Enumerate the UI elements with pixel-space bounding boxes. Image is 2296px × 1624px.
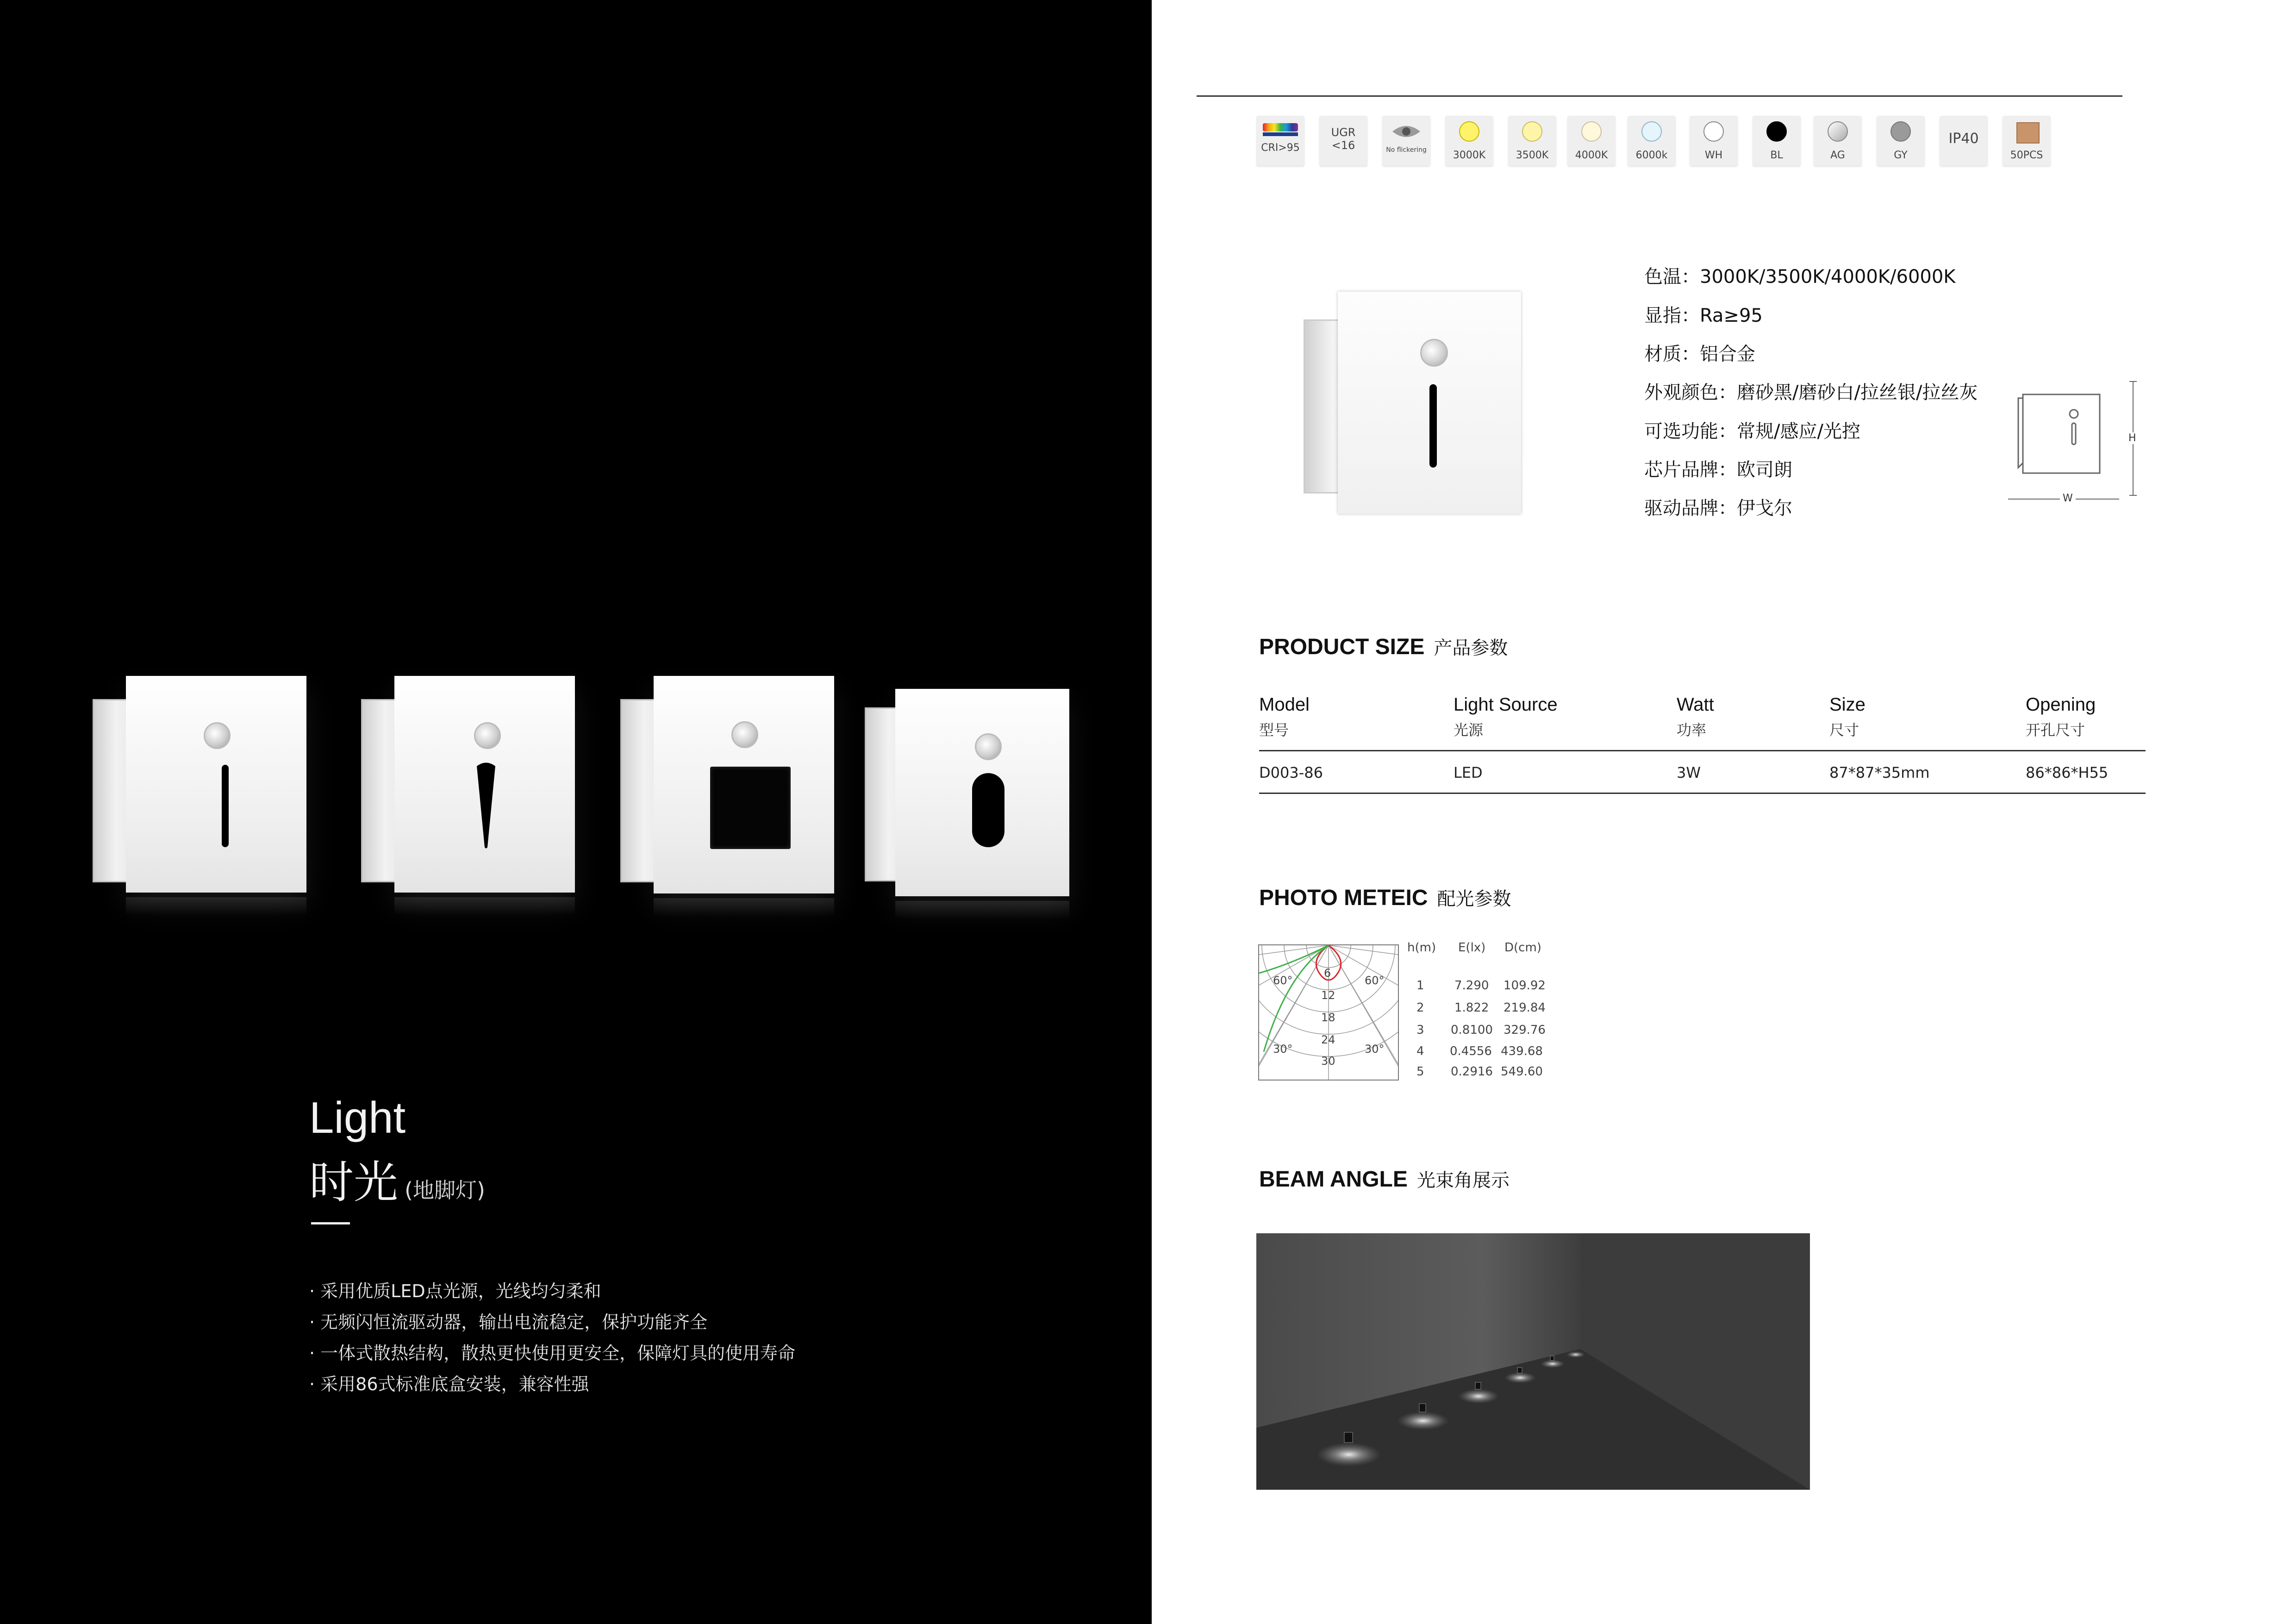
table-rule-bottom (1259, 793, 2146, 794)
spec-function: 可选功能：常规/感应/光控 (1644, 421, 1860, 442)
photo-metric-title (1259, 884, 1511, 911)
color-dot (1890, 121, 1911, 142)
product-image-slot (93, 676, 315, 935)
feature-item: · 采用优质LED点光源，光线均匀柔和 (309, 1281, 601, 1301)
feature-item: · 采用86式标准底盒安装，兼容性强 (309, 1374, 589, 1394)
photometric-cell: 3 (1416, 1023, 1424, 1037)
spec-finish: 外观颜色：磨砂黑/磨砂白/拉丝银/拉丝灰 (1644, 382, 1978, 403)
column-header-watt: Watt (1677, 694, 1714, 715)
photometric-cell: 439.68 (1501, 1044, 1543, 1058)
beam-angle-photo (1256, 1233, 1810, 1490)
spec-chip-brand: 芯片品牌：欧司朗 (1644, 459, 1792, 481)
product-size-title-cn: 产品参数 (1434, 637, 1508, 659)
product-size-title-en: PRODUCT SIZE (1259, 635, 1425, 659)
polar-ring-label: 18 (1321, 1011, 1335, 1024)
polar-ring-label: 30 (1321, 1055, 1335, 1068)
ip-rating-icon: IP40 (1940, 116, 1988, 166)
color-dot (1459, 121, 1479, 142)
column-header-size-cn: 尺寸 (1829, 721, 1859, 739)
title-divider (311, 1222, 350, 1224)
finish-grey-icon: GY (1877, 116, 1925, 166)
cell-watt: 3W (1677, 764, 1701, 781)
column-header-model-cn: 型号 (1259, 721, 1289, 739)
column-header-light-source-cn: 光源 (1454, 721, 1484, 739)
polar-ring-label: 24 (1321, 1033, 1335, 1046)
photometric-cell: 329.76 (1504, 1023, 1546, 1037)
cct-6000k-icon: 6000k (1628, 116, 1676, 166)
finish-silver-icon: AG (1814, 116, 1862, 166)
cell-opening: 86*86*H55 (2026, 764, 2109, 781)
product-title-cn-main: 时光 (309, 1156, 398, 1208)
product-title-cn-note: (地脚灯) (405, 1178, 485, 1203)
feature-item: · 一体式散热结构，散热更快使用更安全，保障灯具的使用寿命 (309, 1343, 796, 1363)
photometric-header-d: D(cm) (1504, 941, 1541, 955)
photometric-cell: 0.2916 (1451, 1065, 1493, 1079)
finish-black-icon: BL (1753, 116, 1801, 166)
spec-color-temp: 色温：3000K/3500K/4000K/6000K (1644, 266, 1956, 287)
column-header-light-source: Light Source (1454, 694, 1558, 715)
photometric-cell: 5 (1416, 1065, 1424, 1079)
product-size-title (1259, 633, 1508, 660)
height-label: H (2128, 432, 2136, 444)
polar-angle-label: 60° (1365, 974, 1385, 987)
polar-ring-label: 12 (1321, 989, 1335, 1002)
no-flicker-eye-icon: No flickering (1382, 116, 1430, 166)
product-image-oval (865, 689, 1087, 939)
color-dot (1703, 121, 1724, 142)
column-header-opening-cn: 开孔尺寸 (2026, 721, 2085, 739)
header-rule (1197, 95, 2122, 97)
product-title-en: Light (309, 1093, 406, 1143)
product-image-square (620, 676, 842, 935)
color-dot (1581, 121, 1602, 142)
color-dot (1828, 121, 1848, 142)
photometric-cell: 0.8100 (1451, 1023, 1493, 1037)
column-header-watt-cn: 功率 (1677, 721, 1707, 739)
spec-driver-brand: 驱动品牌：伊戈尔 (1644, 498, 1792, 519)
color-dot (1766, 121, 1787, 142)
color-dot (1522, 121, 1542, 142)
dimension-drawing (2004, 375, 2143, 509)
cell-model: D003-86 (1259, 764, 1323, 781)
photometric-cell: 4 (1416, 1044, 1424, 1058)
cct-3500k-icon: 3500K (1508, 116, 1556, 166)
polar-angle-label: 60° (1273, 974, 1293, 987)
cct-4000k-icon: 4000K (1567, 116, 1616, 166)
finish-white-icon: WH (1690, 116, 1738, 166)
column-header-model: Model (1259, 694, 1310, 715)
photo-metric-title-cn: 配光参数 (1437, 888, 1511, 910)
spec-cri: 显指：Ra≥95 (1644, 305, 1763, 326)
polar-angle-label: 30° (1365, 1043, 1385, 1056)
color-dot (1641, 121, 1662, 142)
polar-angle-label: 30° (1273, 1043, 1293, 1056)
polar-distribution-diagram (1258, 944, 1399, 1081)
photo-metric-title-en: PHOTO METEIC (1259, 886, 1428, 910)
product-title-cn (309, 1147, 485, 1211)
photometric-cell: 109.92 (1504, 979, 1546, 993)
photometric-header-h: h(m) (1407, 941, 1436, 955)
photometric-cell: 1 (1416, 979, 1424, 993)
spec-material: 材质：铝合金 (1644, 344, 1755, 365)
width-label: W (2060, 493, 2076, 504)
cct-3000k-icon: 3000K (1445, 116, 1493, 166)
photometric-cell: 549.60 (1501, 1065, 1543, 1079)
ugr-icon: UGR <16 (1319, 116, 1367, 166)
photometric-cell: 1.822 (1454, 1001, 1489, 1015)
product-photo (1304, 292, 1526, 518)
cri-icon: CRI>95 (1256, 116, 1304, 166)
polar-ring-label: 6 (1324, 967, 1331, 980)
table-rule-top (1259, 750, 2146, 751)
photometric-header-e: E(lx) (1458, 941, 1486, 955)
beam-angle-title (1259, 1166, 1510, 1192)
photometric-cell: 219.84 (1504, 1001, 1546, 1015)
package-box-icon: 50PCS (2003, 116, 2051, 166)
photometric-cell: 2 (1416, 1001, 1424, 1015)
product-image-teardrop (361, 676, 583, 935)
cell-light-source: LED (1454, 764, 1483, 781)
feature-list (309, 1276, 795, 1400)
photometric-cell: 7.290 (1454, 979, 1489, 993)
column-header-opening: Opening (2026, 694, 2096, 715)
beam-angle-title-cn: 光束角展示 (1416, 1170, 1510, 1191)
photometric-cell: 0.4556 (1450, 1044, 1492, 1058)
feature-item: · 无频闪恒流驱动器，输出电流稳定，保护功能齐全 (309, 1312, 708, 1332)
cell-size: 87*87*35mm (1829, 764, 1930, 781)
column-header-size: Size (1829, 694, 1866, 715)
beam-angle-title-en: BEAM ANGLE (1259, 1167, 1408, 1192)
